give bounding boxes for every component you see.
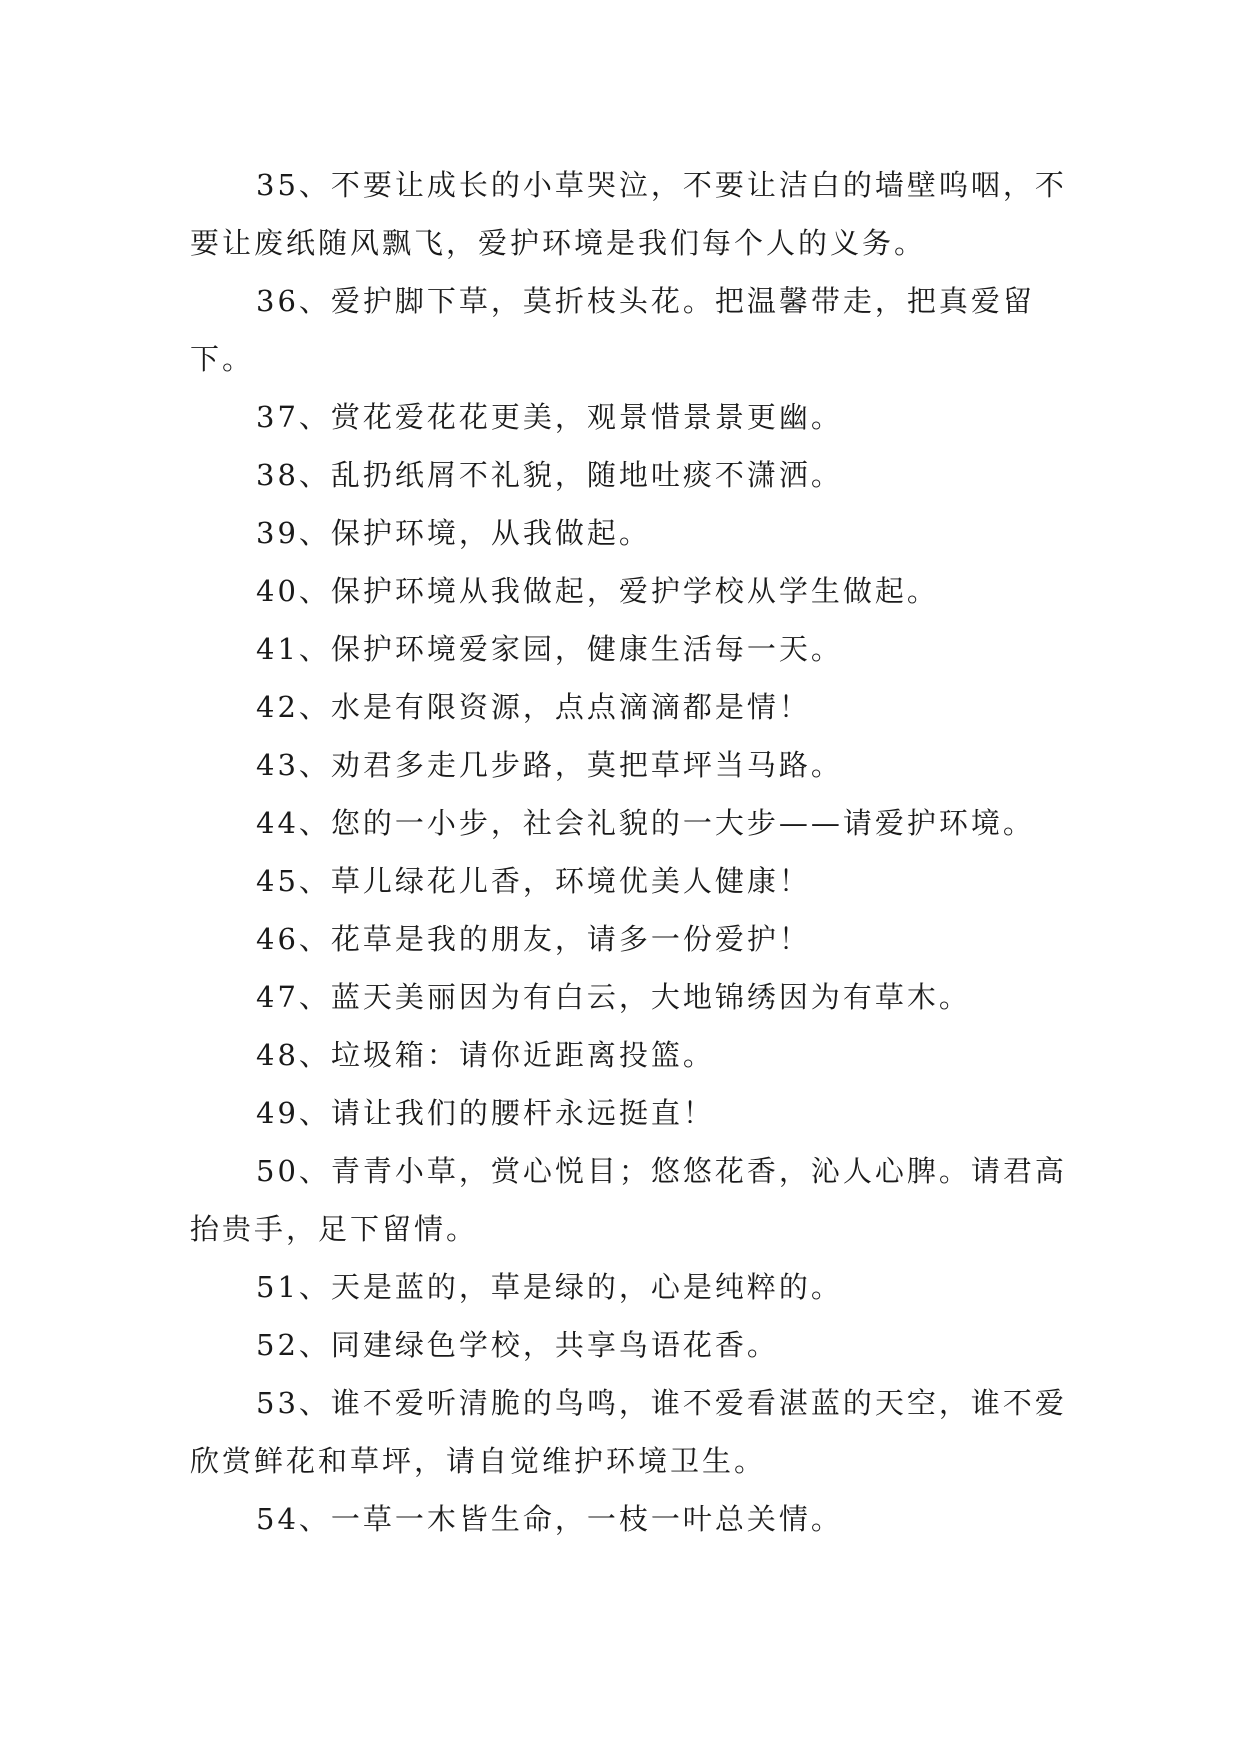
paragraph-53: 53、谁不爱听清脆的鸟鸣，谁不爱看湛蓝的天空，谁不爱欣赏鲜花和草坪，请自觉维护环境卫生。 [190, 1386, 1067, 1478]
paragraph-43: 43、劝君多走几步路，莫把草坪当马路。 [256, 748, 843, 782]
paragraph-36: 36、爱护脚下草，莫折枝头花。把温馨带走，把真爱留下。 [190, 284, 1035, 376]
paragraph-47: 47、蓝天美丽因为有白云，大地锦绣因为有草木。 [256, 980, 971, 1014]
paragraph-48: 48、垃圾箱：请你近距离投篮。 [256, 1038, 715, 1072]
document-body [190, 156, 1070, 1548]
paragraph-49: 49、请让我们的腰杆永远挺直！ [256, 1096, 715, 1130]
paragraph-42: 42、水是有限资源，点点滴滴都是情！ [256, 690, 811, 724]
paragraph-51: 51、天是蓝的，草是绿的，心是纯粹的。 [256, 1270, 843, 1304]
paragraph-45: 45、草儿绿花儿香，环境优美人健康！ [256, 864, 811, 898]
paragraph-40: 40、保护环境从我做起，爱护学校从学生做起。 [256, 574, 939, 608]
paragraph-50: 50、青青小草，赏心悦目；悠悠花香，沁人心脾。请君高抬贵手，足下留情。 [190, 1154, 1067, 1246]
paragraph-44: 44、您的一小步，社会礼貌的一大步——请爱护环境。 [256, 806, 1035, 840]
paragraph-38: 38、乱扔纸屑不礼貌，随地吐痰不潇洒。 [256, 458, 843, 492]
paragraph-54: 54、一草一木皆生命，一枝一叶总关情。 [256, 1502, 843, 1536]
paragraph-41: 41、保护环境爱家园，健康生活每一天。 [256, 632, 843, 666]
paragraph-46: 46、花草是我的朋友，请多一份爱护！ [256, 922, 811, 956]
paragraph-35: 35、不要让成长的小草哭泣，不要让洁白的墙壁呜咽，不要让废纸随风飘飞，爱护环境是我们每个人的义务。 [190, 168, 1067, 260]
paragraph-37: 37、赏花爱花花更美，观景惜景景更幽。 [256, 400, 843, 434]
paragraph-52: 52、同建绿色学校，共享鸟语花香。 [256, 1328, 779, 1362]
paragraph-39: 39、保护环境，从我做起。 [256, 516, 651, 550]
